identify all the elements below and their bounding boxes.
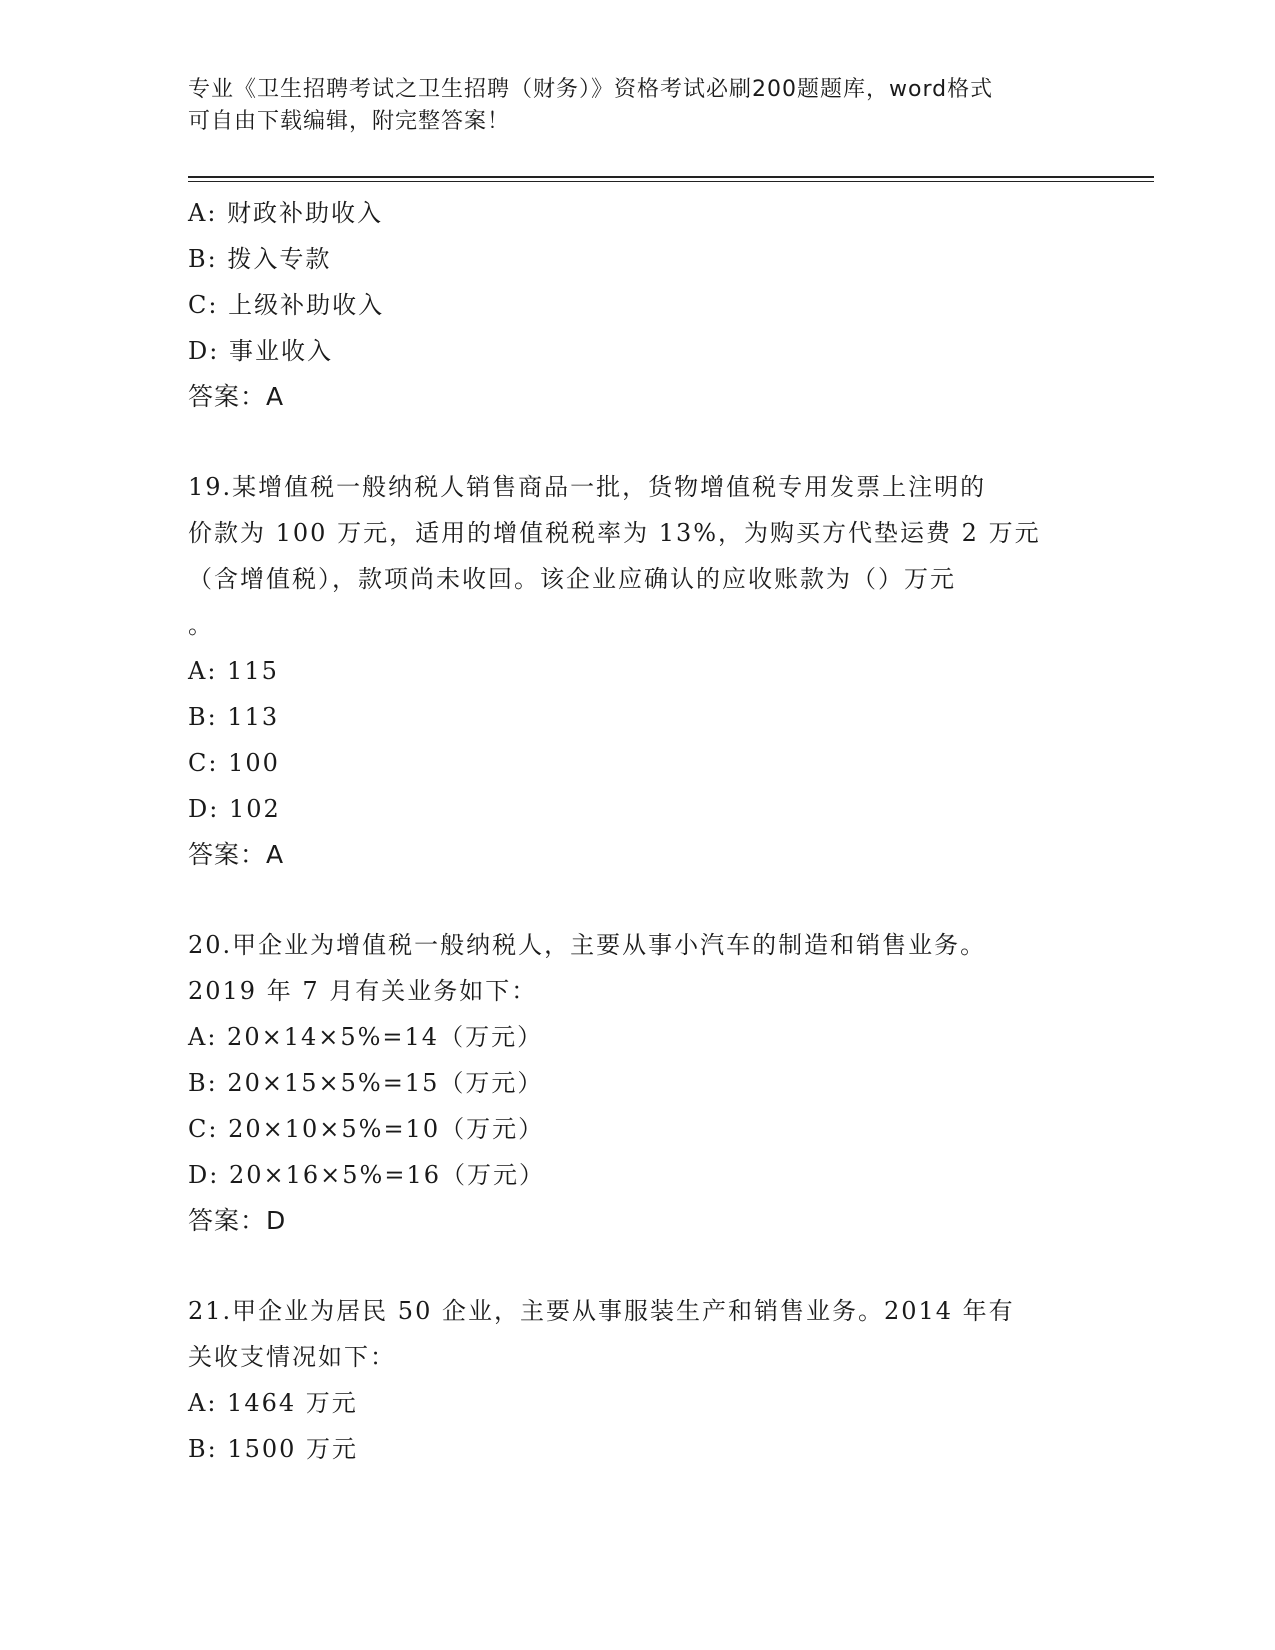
question-stem-line: 20.甲企业为增值税一般纳税人，主要从事小汽车的制造和销售业务。 (188, 931, 987, 959)
question-stem-line: 19.某增值税一般纳税人销售商品一批，货物增值税专用发票上注明的 (188, 473, 987, 501)
question-stem-line: 2019 年 7 月有关业务如下： (188, 977, 538, 1005)
question-21 (188, 1288, 1088, 1472)
question-stem-line: （含增值税），款项尚未收回。该企业应确认的应收账款为（）万元 (188, 565, 956, 593)
option-b: B: 20×15×5%=15（万元） (188, 1069, 544, 1097)
document-header (188, 74, 1088, 138)
option-c: C: 20×10×5%=10（万元） (188, 1115, 545, 1143)
question-stem-line: 21.甲企业为居民 50 企业，主要从事服装生产和销售业务。2014 年有 (188, 1297, 1015, 1325)
question-18 (188, 190, 1088, 420)
header-rule-thick (188, 176, 1154, 178)
question-stem-line: 关收支情况如下： (188, 1343, 396, 1371)
spacer (188, 878, 1088, 922)
question-19 (188, 464, 1088, 878)
question-stem-line: 价款为 100 万元，适用的增值税税率为 13%，为购买方代垫运费 2 万元 (188, 519, 1041, 547)
question-stem-line: 。 (188, 611, 214, 639)
option-b: B: 1500 万元 (188, 1435, 359, 1463)
option-d: D: 20×16×5%=16（万元） (188, 1161, 545, 1189)
option-c: C: 上级补助收入 (188, 291, 385, 319)
spacer (188, 1244, 1088, 1288)
option-a: A: 115 (188, 657, 279, 685)
answer: 答案：D (188, 1206, 287, 1235)
header-rule-thin (188, 181, 1154, 182)
option-a: A: 财政补助收入 (188, 199, 384, 227)
question-content (188, 190, 1088, 1472)
option-b: B: 拨入专款 (188, 245, 332, 273)
header-line-1: 专业《卫生招聘考试之卫生招聘（财务）》资格考试必刷200题题库，word格式 (188, 77, 994, 102)
option-a: A: 20×14×5%=14（万元） (188, 1023, 544, 1051)
answer: 答案：A (188, 382, 285, 411)
header-line-2: 可自由下载编辑，附完整答案！ (188, 109, 511, 134)
option-d: D: 102 (188, 795, 281, 823)
question-20 (188, 922, 1088, 1244)
option-d: D: 事业收入 (188, 337, 333, 365)
answer: 答案：A (188, 840, 285, 869)
option-c: C: 100 (188, 749, 280, 777)
option-a: A: 1464 万元 (188, 1389, 358, 1417)
spacer (188, 420, 1088, 464)
option-b: B: 113 (188, 703, 280, 731)
